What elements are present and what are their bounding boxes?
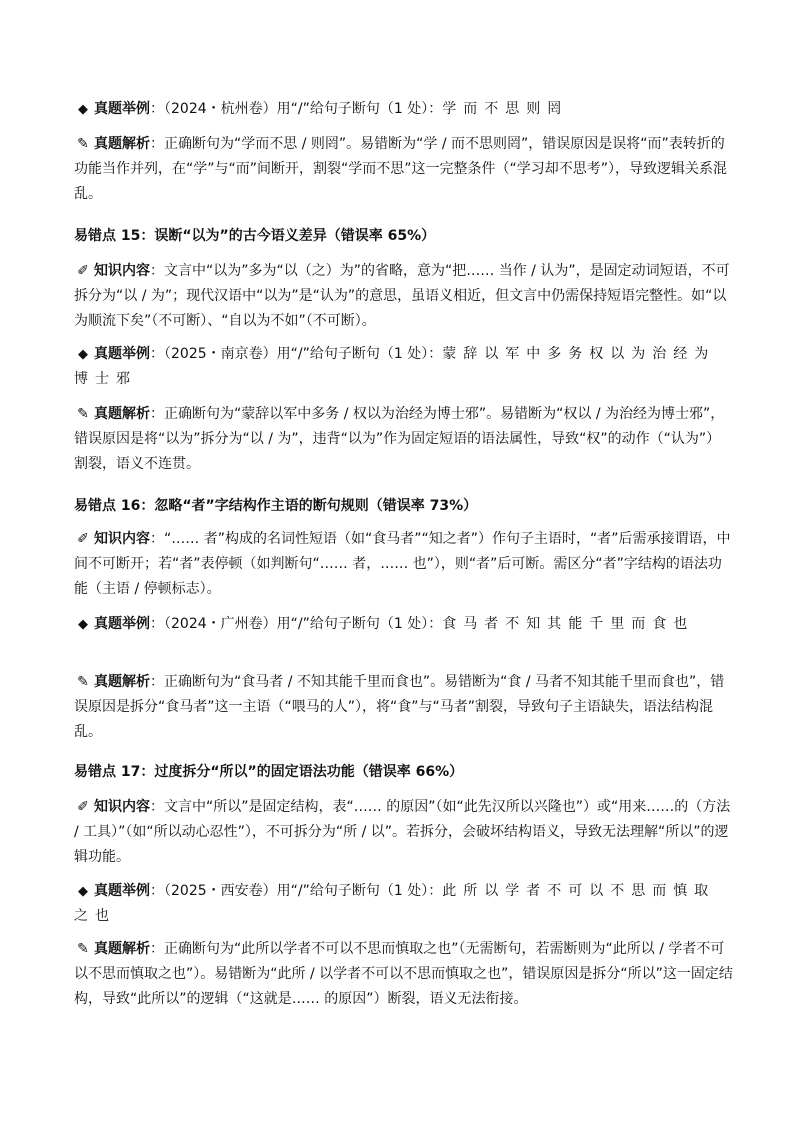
analysis-text: ：正确断句为“食马者 / 不知其能千里而食也”。易错断为“食 / 马者不知其能千里而食也”，错误原因是拆分“食马者”这一主语（“喂马的人”），将“食”与“马者”割裂，导致句子主语缺失，语法结构混乱。: [74, 674, 725, 740]
example-intro: ：（2024・广州卷）用“/”给句子断句（1 处）：: [150, 616, 443, 632]
diamond-icon: ◆: [78, 617, 88, 632]
knowledge-paragraph-15: [74, 259, 734, 334]
analysis-paragraph-1: [74, 132, 734, 207]
knowledge-text: ：“…… 者”构成的名词性短语（如“食马者”“知之者”）作句子主语时，“者”后需承接谓语，中间不可断开；若“者”表停顿（如判断句“…… 者，…… 也”），则“者”后可断。需区分“者”字结构的语法功能（主语 / 停顿标志）。: [74, 531, 731, 597]
example-intro: ：（2025・南京卷）用“/”给句子断句（1 处）：: [150, 346, 443, 362]
pen-icon: ✐: [77, 263, 89, 279]
example-paragraph-15: [74, 342, 734, 392]
example-sentence: 食马者不知其能千里而食也: [442, 616, 695, 632]
example-label: 真题举例: [94, 101, 150, 117]
analysis-label: 真题解析: [94, 136, 150, 152]
pencil-icon: ✎: [77, 674, 89, 690]
analysis-paragraph-16: [74, 670, 734, 745]
example-paragraph-16: [74, 612, 734, 637]
example-label: 真题举例: [94, 883, 150, 899]
knowledge-label: 知识内容: [94, 263, 150, 279]
pencil-icon: ✎: [77, 136, 89, 152]
analysis-label: 真题解析: [94, 406, 150, 422]
example-label: 真题举例: [94, 346, 150, 362]
example-paragraph-1: [74, 97, 734, 122]
diamond-icon: ◆: [78, 884, 88, 899]
example-label: 真题举例: [94, 616, 150, 632]
example-sentence: 此所以学者不可以不思而慎取之也: [74, 883, 716, 924]
analysis-text: ：正确断句为“蒙辞以军中多务 / 权以为治经为博士邪”。易错断为“权以 / 为治经为博士邪”，错误原因是将“以为”拆分为“以 / 为”，违背“以为”作为固定短语的语法属性，导致“权”的动作（“认为”）割裂，语义不连贯。: [74, 406, 725, 472]
pen-icon: ✐: [77, 531, 89, 547]
example-intro: ：（2024・杭州卷）用“/”给句子断句（1 处）：: [150, 101, 443, 117]
example-sentence: 学而不思则罔: [442, 101, 569, 117]
pencil-icon: ✎: [77, 941, 89, 957]
section-heading-16: 易错点 16：忽略“者”字结构作主语的断句规则（错误率 73%）: [74, 498, 478, 514]
analysis-text: ：正确断句为“学而不思 / 则罔”。易错断为“学 / 而不思则罔”，错误原因是误将“而”表转折的功能当作并列，在“学”与“而”间断开，割裂“学而不思”这一完整条件（“学习却不思考”），导致逻辑关系混乱。: [74, 136, 728, 202]
example-paragraph-17: [74, 879, 734, 929]
diamond-icon: ◆: [78, 347, 88, 362]
knowledge-paragraph-17: [74, 795, 734, 870]
knowledge-text: ：文言中“以为”多为“以（之）为”的省略，意为“把…… 当作 / 认为”，是固定动词短语，不可拆分为“以 / 为”；现代汉语中“以为”是“认为”的意思，虽语义相近，但文言中仍需保持短语完整性。如“以为顺流下矣”（不可断）、“自以为不如”（不可断）。: [74, 263, 730, 329]
section-heading-17: 易错点 17：过度拆分“所以”的固定语法功能（错误率 66%）: [74, 764, 464, 780]
pen-icon: ✐: [77, 799, 89, 815]
analysis-text: ：正确断句为“此所以学者不可以不思而慎取之也”（无需断句，若需断则为“此所以 / 学者不可以不思而慎取之也”）。易错断为“此所 / 以学者不可以不思而慎取之也”，错误原因是拆分“所以”这一固定结构，导致“此所以”的逻辑（“这就是…… 的原因”）断裂，语义无法衔接。: [74, 941, 733, 1007]
pencil-icon: ✎: [77, 406, 89, 422]
diamond-icon: ◆: [78, 102, 88, 117]
analysis-label: 真题解析: [94, 941, 150, 957]
analysis-paragraph-17: [74, 937, 734, 1012]
knowledge-label: 知识内容: [94, 799, 150, 815]
example-sentence: 蒙辞以军中多务权以为治经为博士邪: [74, 346, 716, 387]
knowledge-label: 知识内容: [94, 531, 150, 547]
knowledge-paragraph-16: [74, 527, 734, 602]
knowledge-text: ：文言中“所以”是固定结构，表“…… 的原因”（如“此先汉所以兴隆也”）或“用来……的（方法 / 工具）”（如“所以动心忍性”），不可拆分为“所 / 以”。若拆分，会破坏结构语义，导致无法理解“所以”的逻辑功能。: [74, 799, 731, 865]
example-intro: ：（2025・西安卷）用“/”给句子断句（1 处）：: [150, 883, 443, 899]
analysis-label: 真题解析: [94, 674, 150, 690]
section-heading-15: 易错点 15：误断“以为”的古今语义差异（错误率 65%）: [74, 228, 436, 244]
analysis-paragraph-15: [74, 402, 734, 477]
